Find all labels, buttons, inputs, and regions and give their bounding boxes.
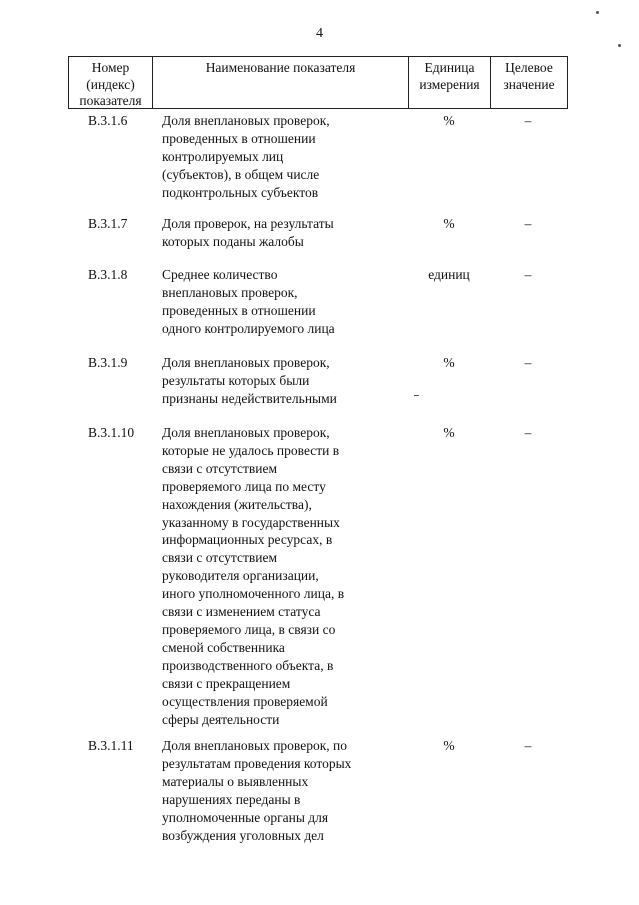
header-index: Номер (индекс) показателя xyxy=(69,57,153,108)
row-target: – xyxy=(524,267,532,282)
row-unit: % xyxy=(443,355,455,370)
scan-speck xyxy=(414,395,419,396)
row-target: – xyxy=(524,216,532,231)
row-code: В.3.1.11 xyxy=(88,738,134,753)
row-unit: % xyxy=(443,738,455,753)
row-code: В.3.1.9 xyxy=(88,355,128,370)
row-code: В.3.1.6 xyxy=(88,113,128,128)
row-name: Доля внеплановых проверок, по результатам проведения которых материалы о выявленных нарушениях переданы в уполномоченные органы для возбуждения уголовных дел xyxy=(162,738,352,843)
row-code: В.3.1.10 xyxy=(88,425,135,440)
row-target: – xyxy=(524,425,532,440)
row-name: Доля внеплановых проверок, результаты которых были признаны недействительными xyxy=(162,355,337,406)
row-target: – xyxy=(524,355,532,370)
row-target: – xyxy=(524,113,532,128)
row-name: Среднее количество внеплановых проверок, проведенных в отношении одного контролируемого лица xyxy=(162,267,335,336)
row-name: Доля внеплановых проверок, проведенных в отношении контролируемых лиц (субъектов), в общем числе подконтрольных субъектов xyxy=(162,113,330,200)
table-header xyxy=(68,56,568,109)
row-unit: % xyxy=(443,113,455,128)
header-name: Наименование показателя xyxy=(153,57,409,108)
scan-speck xyxy=(596,11,599,14)
row-unit: % xyxy=(443,216,455,231)
row-code: В.3.1.8 xyxy=(88,267,128,282)
row-name: Доля проверок, на результаты которых поданы жалобы xyxy=(162,216,334,249)
row-target: – xyxy=(524,738,532,753)
scan-speck xyxy=(618,44,621,47)
header-unit: Единица измерения xyxy=(409,57,491,108)
indicators-table xyxy=(68,56,568,843)
row-name: Доля внеплановых проверок, которые не удалось провести в связи с отсутствием проверяемого лица по месту нахождения (жительства), указанному в государственных информационных ресурсах, в связи с отсутствием руководителя организации, иного уполномоченного лица, в связи с изменением статуса проверяемого лица, в связи со сменой собственника производственного объекта, в связи с прекращением осуществления проверяемой сферы деятельности xyxy=(162,425,345,727)
page-number: 4 xyxy=(316,26,323,41)
row-unit: % xyxy=(443,425,455,440)
row-unit: единиц xyxy=(428,267,470,282)
row-code: В.3.1.7 xyxy=(88,216,128,231)
header-target: Целевое значение xyxy=(503,60,555,92)
